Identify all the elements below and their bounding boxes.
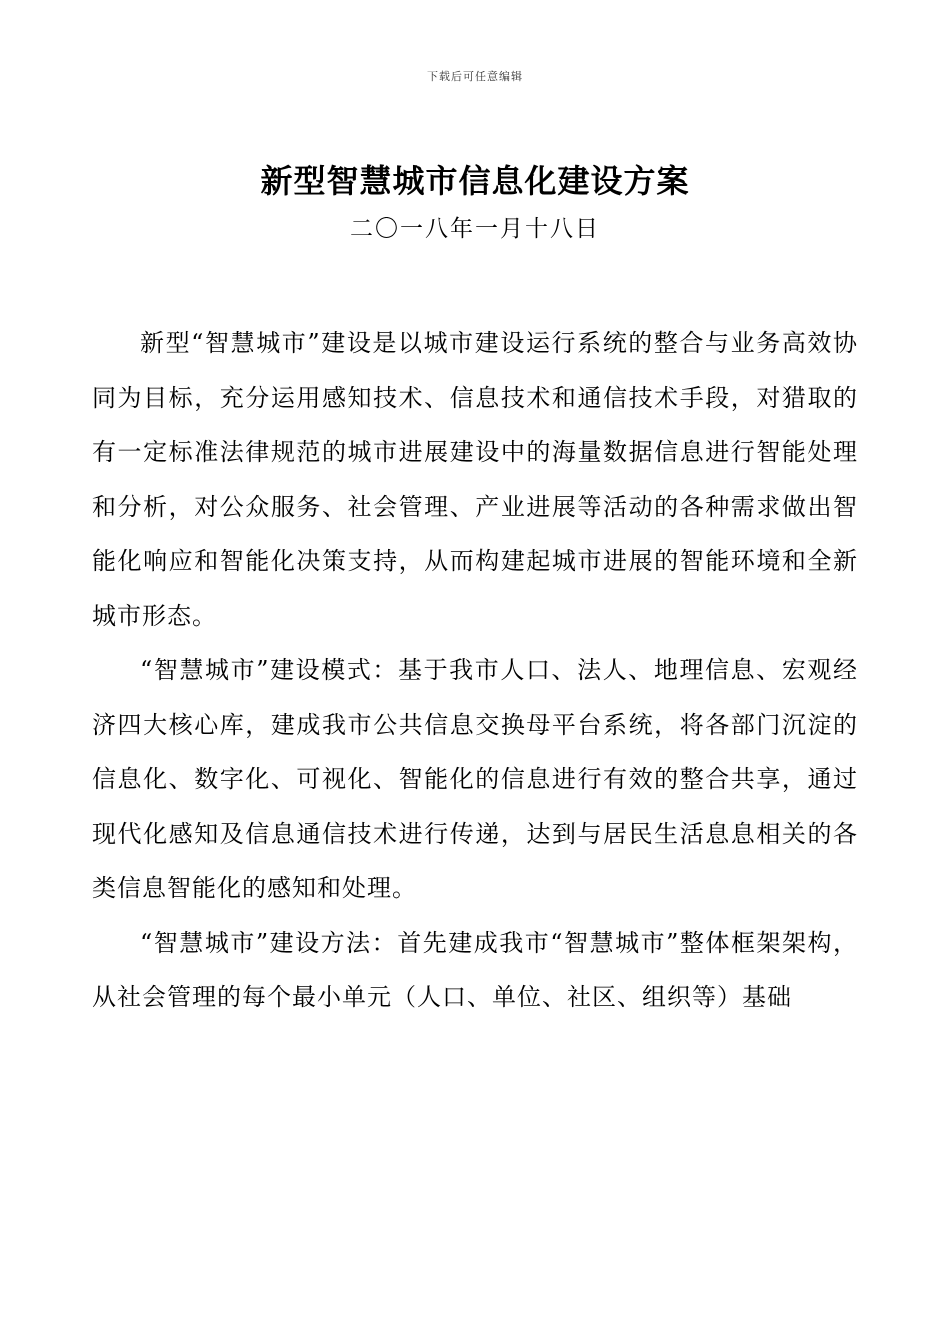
document-title: 新型智慧城市信息化建设方案 xyxy=(260,162,690,200)
paragraph-intro: 新型“智慧城市”建设是以城市建设运行系统的整合与业务高效协同为目标，充分运用感知技术、信息技术和通信技术手段，对猎取的有一定标准法律规范的城市进展建设中的海量数据信息进行智能处理和分析，对公众服务、社会管理、产业进展等活动的各种需求做出智能化响应和智能化决策支持，从而构建起城市进展的智能环境和全新城市形态。 xyxy=(92,329,858,630)
document-date: 二〇一八年一月十八日 xyxy=(350,216,600,242)
page-header-note: 下载后可任意编辑 xyxy=(427,70,523,83)
document-body xyxy=(92,316,858,1025)
paragraph-construction-mode: “智慧城市”建设模式：基于我市人口、法人、地理信息、宏观经济四大核心库，建成我市公共信息交换母平台系统，将各部门沉淀的信息化、数字化、可视化、智能化的信息进行有效的整合共享，通过现代化感知及信息通信技术进行传递，达到与居民生活息息相关的各类信息智能化的感知和处理。 xyxy=(92,656,858,902)
paragraph-construction-method: “智慧城市”建设方法：首先建成我市“智慧城市”整体框架架构，从社会管理的每个最小单元（人口、单位、社区、组织等）基础 xyxy=(92,928,858,1011)
